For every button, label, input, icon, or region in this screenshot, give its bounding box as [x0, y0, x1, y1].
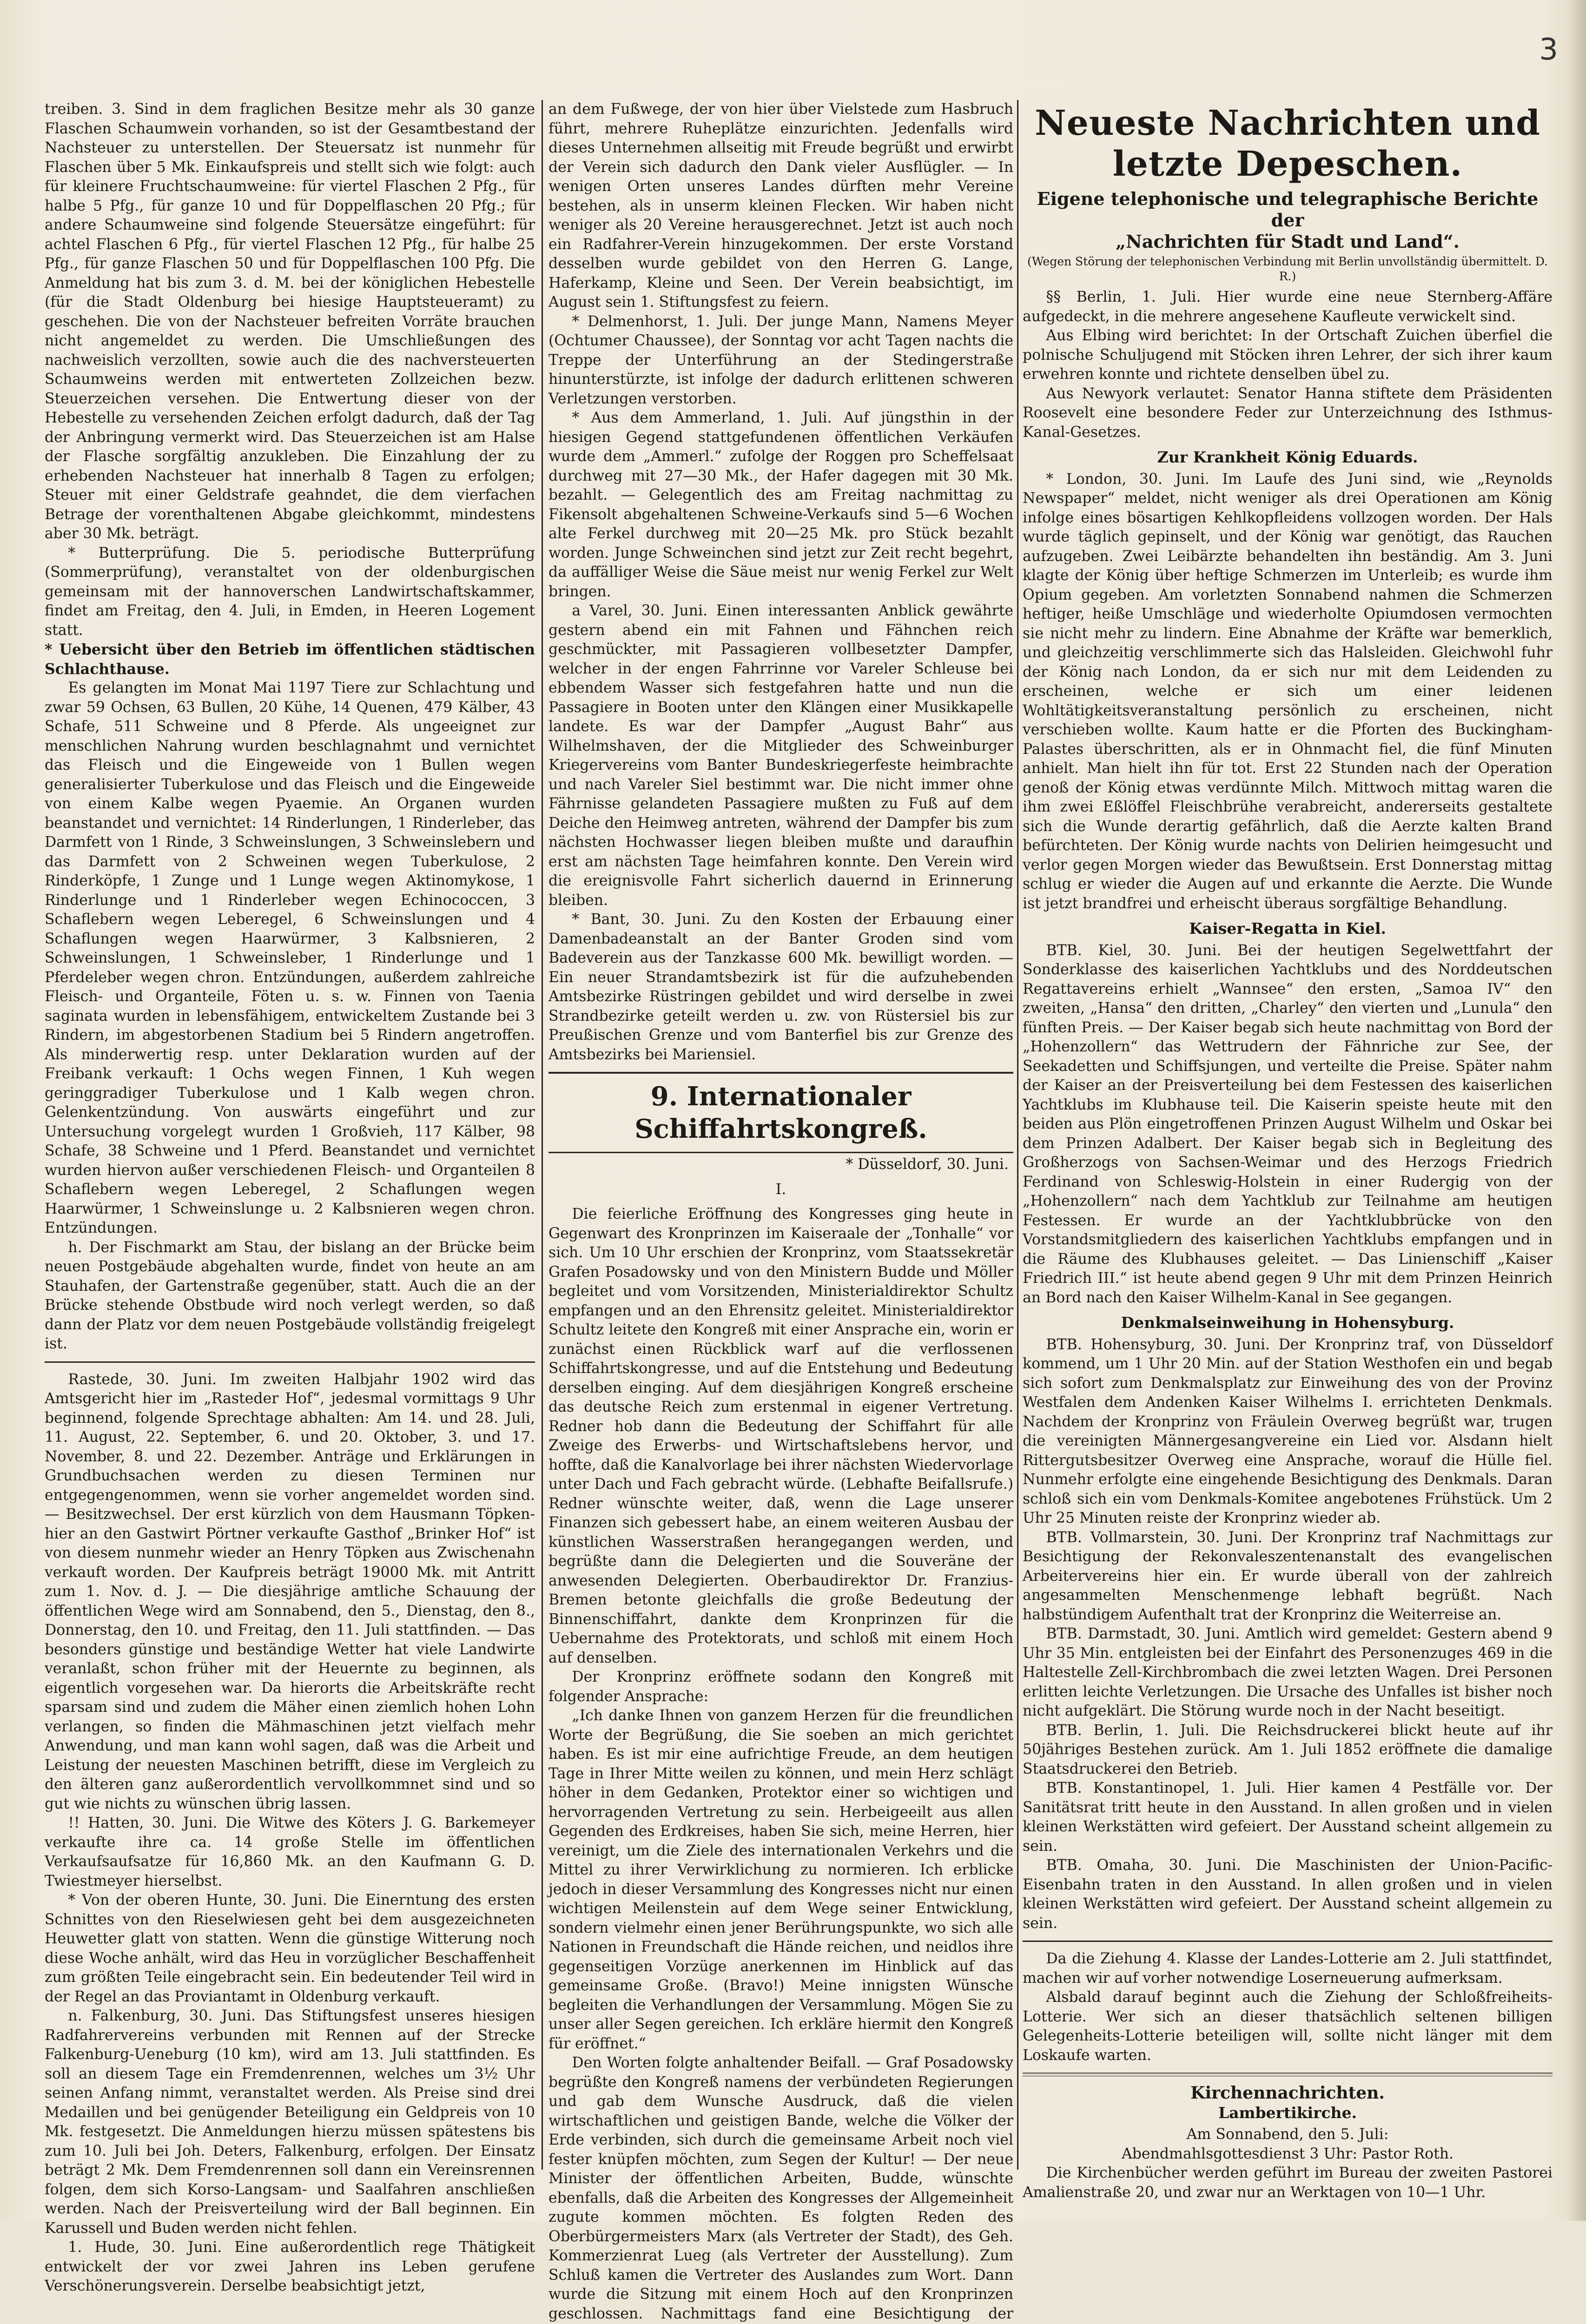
article-nachsteuer: treiben. 3. Sind in dem fraglichen Besitze mehr als 30 ganze Flaschen Schaumwein vorhanden, so ist der Gesamtbestand der Nachsteuer zu unterstellen. Der Steuersatz ist nunmehr für Flaschen über 5 Mk. Einkaufspreis und stellt sich wie folgt: auch für kleinere Fruchtschaumweine: für viertel Flaschen 2 Pfg., für halbe 5 Pfg., für ganze 10 und für Doppelflaschen 20 Pfg.; für andere Schaumweine sind folgende Steuersätze eingeführt: für achtel Flaschen 6 Pfg., für viertel Flaschen 12 Pfg., für halbe 25 Pfg., für ganze Flaschen 50 und für Doppelflaschen 100 Pfg. Die Anmeldung hat bis zum 3. d. M. bei der königlichen Hebestelle (für die Stadt Oldenburg bei hiesige Hauptsteueramt) zu geschehen. Die von der Nachsteuer befreiten Vorräte brauchen nicht angemeldet zu werden. Die Umschließungen des nachweislich verzollten, sowie auch die des nachversteuerten Schaumweins werden mit entwerteten Zollzeichen bezw. Steuerzeichen versehen. Die Entwertung dieser von der Hebestelle zu versehenden Zeichen erfolgt dadurch, daß der Tag der Anbringung vermerkt wird. Das Steuerzeichen ist am Halse der Flasche sorgfältig anzukleben. Die Einzahlung der zu erhebenden Nachsteuer hat innerhalb 8 Tagen zu erfolgen; Steuer mit einer Geldstrafe geahndet, die dem vierfachen Betrage der vorenthaltenen Abgabe gleichkommt, mindestens aber 30 Mk. beträgt. [45, 101, 535, 542]
schlachthaus-title: * Uebersicht über den Betrieb im öffentlichen städtischen Schlachthause. [45, 641, 535, 678]
dispatch-darmstadt: BTB. Darmstadt, 30. Juni. Amtlich wird gemeldet: Gestern abend 9 Uhr 35 Min. entgleisten bei der Einfahrt des Personenzuges 469 in die Haltestelle Zell-Kirchbrombach die zwei letzten Wagen. Drei Personen erlitten leichte Verletzungen. Die Ursache des Unfalles ist bisher noch nicht aufgeklärt. Die Störung wurde noch in der Nacht beseitigt. [1023, 1625, 1553, 1719]
dispatch-konstantinopel: BTB. Konstantinopel, 1. Juli. Hier kamen 4 Pestfälle vor. Der Sanitätsrat tritt heute in den Ausstand. In allen großen und in vielen kleinen Werkstätten wird gefeiert. Der Ausstand scheint allgemein zu sein. [1023, 1780, 1553, 1855]
column-left [45, 100, 535, 2294]
kirchen-date: Am Sonnabend, den 5. Juli: [1186, 2126, 1389, 2143]
krankheit-title: Zur Krankheit König Eduards. [1157, 448, 1418, 466]
article-falkenburg: n. Falkenburg, 30. Juni. Das Stiftungsfest unseres hiesigen Radfahrervereins verbunden mit Rennen auf der Strecke Falkenburg-Ueneburg (10 km), wird am 13. Juli stattfinden. Es soll an diesem Tage ein Fremdenrennen, welches um 3½ Uhr seinen Anfang nimmt, veranstaltet werden. Als Preise sind drei Medaillen und bei genügender Beteiligung ein Geldpreis von 10 Mk. festgesetzt. Die Anmeldungen hierzu müssen spätestens bis zum 10. Juli bei Joh. Deters, Falkenburg, erfolgen. Der Einsatz beträgt 2 Mk. Dem Fremdenrennen soll dann ein Vereinsrennen folgen, dem sich Korso-Langsam- und Saalfahren anschließen werden. Nach der Preisverteilung wird der Ball beginnen. Ein Karussell und Buden werden nicht fehlen. [45, 2007, 535, 2237]
article-varel: a Varel, 30. Juni. Einen interessanten Anblick gewährte gestern abend ein mit Fahnen und Fähnchen reich geschmückter, mit Passagieren vollbesetzter Dampfer, welcher in der engen Fahrrinne vor Vareler Schleuse bei ebbendem Wasser sich festgefahren hatte und nun die Passagiere in Booten unter den Klängen einer Musikkapelle landete. Es war der Dampfer „August Bahr“ aus Wilhelmshaven, der die Mitglieder des Schweinburger Kriegervereins vom Banter Bundeskriegerfeste heimbrachte und nach Vareler Siel bestimmt war. Die nicht immer ohne Fährnisse gelandeten Passagiere mußten zu Fuß auf dem Deiche den Heimweg antreten, während der Dampfer bis zum nächsten Hochwasser liegen bleiben mußte und daraufhin erst am nächsten Tage heimfahren konnte. Den Verein wird die ereignisvolle Fahrt sicherlich dauernd in Erinnerung bleiben. [548, 602, 1013, 909]
article-butterpruefung: * Butterprüfung. Die 5. periodische Butterprüfung (Sommerprüfung), veranstaltet von der oldenburgischen gemeinsam mit der hannoverschen Landwirtschaftskammer, findet am Freitag, den 4. Juli, in Emden, in Heeren Logement statt. [45, 544, 535, 639]
news-subhead-1: Eigene telephonische und telegraphische Berichte der [1037, 188, 1539, 231]
column-rule-2 [1017, 100, 1018, 2170]
article-ammerland: * Aus dem Ammerland, 1. Juli. Auf jüngsthin in der hiesigen Gegend stattgefundenen öffentlichen Verkäufen wurde dem „Ammerl.“ zufolge der Roggen pro Scheffelsaat durchweg mit 27—30 Mk., der Hafer dagegen mit 30 Mk. bezahlt. — Gelegentlich des am Freitag nachmittag zu Fikensolt abgehaltenen Schweine-Verkaufs sind 5—6 Wochen alte Ferkel durchweg mit 20—25 Mk. pro Stück bezahlt worden. Junge Schweinchen sind jetzt zur Zeit recht begehrt, da auffälliger Weise die Säue meist nur wenig Ferkel zur Welt bringen. [548, 409, 1013, 600]
article-delmenhorst: * Delmenhorst, 1. Juli. Der junge Mann, Namens Meyer (Ochtumer Chaussee), der Sonntag vor acht Tagen nachts die Treppe der Unterführung an der Stedingerstraße hinunterstürzte, ist infolge der dadurch erlittenen schweren Verletzungen verstorben. [548, 313, 1013, 407]
column-right [1023, 100, 1553, 2201]
news-subhead-2: „Nachrichten für Stadt und Land“. [1116, 231, 1460, 252]
article-schlachthaus: Es gelangten im Monat Mai 1197 Tiere zur Schlachtung und zwar 59 Ochsen, 63 Bullen, 20 Kühe, 14 Quenen, 479 Kälber, 43 Schafe, 511 Schweine und 8 Pferde. Als ungeeignet zur menschlichen Nahrung wurden beschlagnahmt und vernichtet das Fleisch und die Eingeweide von 1 Bullen wegen generalisierter Tuberkulose und das Fleisch und die Eingeweide von einem Kalbe wegen Pyaemie. An Organen wurden beanstandet und vernichtet: 14 Rinderlungen, 1 Rinderleber, das Darmfett von 1 Rinde, 3 Schweinslungen, 3 Schweinslebern und das Darmfett von 2 Schweinen wegen Tuberkulose, 2 Rinderköpfe, 1 Zunge und 1 Lunge wegen Aktinomykose, 1 Rinderlunge und 1 Rinderleber wegen Echinococcen, 3 Schaflebern wegen Leberegel, 6 Schweinslungen und 4 Schaflungen wegen Haarwürmer, 3 Kalbsnieren, 2 Schweinslungen, 1 Schweinsleber, 1 Rinderlunge und 1 Pferdeleber wegen chron. Entzündungen, außerdem zahlreiche Fleisch- und Organteile, Föten u. s. w. Finnen von Taenia saginata wurden in lebensfähigem, entwickeltem Zustande bei 3 Rindern, im abgestorbenen Stadium bei 5 Rindern angetroffen. Als minderwertig resp. unter Deklaration wurden auf der Freibank verkauft: 1 Ochs wegen Finnen, 1 Kuh wegen geringgradiger Tuberkulose und 1 Kalb wegen chron. Gelenkentzündung. Von auswärts eingeführt und zur Untersuchung vorgelegt wurden 1 Großvieh, 117 Kälber, 98 Schafe, 38 Schweine und 1 Pferd. Beanstandet und vernichtet wurden hiervon außer verschiedenen Fleisch- und Organteilen 8 Schaflebern wegen Leberegel, 2 Schaflungen wegen Haarwürmer, 1 Schweinslunge u. 2 Kalbsnieren wegen chron. Entzündungen. [45, 680, 535, 1236]
divider [45, 1361, 535, 1363]
congress-paragraph-4: Den Worten folgte anhaltender Beifall. — Graf Posadowsky begrüßte den Kongreß namens der verbündeten Regierungen und gab dem Wunsche Ausdruck, daß die vielen wirtschaftlichen und geistigen Bande, welche die Völker der Erde verbinden, sich durch die gemeinsame Arbeit noch viel fester knüpfen möchten, zum Segen der Kultur! — Der neue Minister der öffentlichen Arbeiten, Budde, wünschte ebenfalls, daß die Arbeiten des Kongresses der Allgemeinheit zugute kommen möchten. Es folgten Reden des Oberbürgermeisters Marx (als Vertreter der Stadt), des Geh. Kommerzienrat Lueg (als Vertreter der Ausstellung). Zum Schluß kamen die Vertreter des Auslandes zum Wort. Dann wurde die Sitzung mit einem Hoch auf den Kronprinzen geschlossen. Nachmittags fand eine Besichtigung der [548, 2054, 1013, 2322]
dispatch-hohensyburg: BTB. Hohensyburg, 30. Juni. Der Kronprinz traf, von Düsseldorf kommend, um 1 Uhr 20 Min. auf der Station Westhofen ein und begab sich sofort zum Denkmalsplatz zur Einweihung des von der Provinz Westfalen dem Andenken Kaiser Wilhelms I. errichteten Denkmals. Nachdem der Kronprinz von Fräulein Overweg begrüßt war, trugen die vereinigten Männergesangvereine ein Lied vor. Alsdann hielt Rittergutsbesitzer Overweg eine Ansprache, worauf die Hülle fiel. Nunmehr erfolgte eine eingehende Besichtigung des Denkmals. Daran schloß sich ein vom Denkmals-Komitee angebotenes Frühstück. Um 2 Uhr 25 Minuten reiste der Kronprinz wieder ab. [1023, 1336, 1553, 1526]
page-edge-shadow [1567, 0, 1586, 2221]
kirchen-subtitle: Lambertikirche. [1218, 2103, 1357, 2122]
congress-paragraph-2: Der Kronprinz eröffnete sodann den Kongreß mit folgender Ansprache: [548, 1669, 1013, 1705]
divider-double [1023, 2073, 1553, 2076]
transmission-note: (Wegen Störung der telephonischen Verbindung mit Berlin unvollständig übermittelt. D. R.) [1027, 255, 1548, 283]
column-rule-1 [542, 100, 543, 2170]
denkmal-title: Denkmalseinweihung in Hohensyburg. [1121, 1314, 1454, 1332]
kirchen-service: Abendmahlsgottesdienst 3 Uhr: Pastor Roth. [1121, 2145, 1454, 2162]
congress-dateline: * Düsseldorf, 30. Juni. [846, 1156, 1009, 1173]
notice-landes-lotterie: Da die Ziehung 4. Klasse der Landes-Lotterie am 2. Juli stattfindet, machen wir auf vorher notwendige Loserneuerung aufmerksam. [1023, 1950, 1553, 1987]
column-middle [548, 100, 1013, 2322]
dispatch-vollmarstein: BTB. Vollmarstein, 30. Juni. Der Kronprinz traf Nachmittags zur Besichtigung der Rekonvaleszentenanstalt des evangelischen Arbeitervereins hier ein. Er wurde überall von der zahlreich angesammelten Menschenmenge lebhaft begrüßt. Nach halbstündigem Aufenthalt trat der Kronprinz die Weiterreise an. [1023, 1529, 1553, 1623]
kirchen-title: Kirchennachrichten. [1190, 2083, 1385, 2103]
article-rastede: Rastede, 30. Juni. Im zweiten Halbjahr 1902 wird das Amtsgericht hier im „Rasteder Hof“, jedesmal vormittags 9 Uhr beginnend, folgende Sprechtage abhalten: Am 14. und 28. Juli, 11. August, 22. September, 6. und 20. Oktober, 3. und 17. November, 8. und 22. Dezember. Anträge und Erklärungen in Grundbuchsachen werden zu diesen Terminen nur entgegengenommen, wenn sie vorher angemeldet worden sind. — Besitzwechsel. Der erst kürzlich von dem Hausmann Töpken-hier an den Gastwirt Pörtner verkaufte Gasthof „Brinker Hof“ ist von diesem nunmehr wieder an Henry Töpken aus Zwischenahn verkauft worden. Der Kaufpreis beträgt 19000 Mk. mit Antritt zum 1. Nov. d. J. — Die diesjährige amtliche Schauung der öffentlichen Wege wird am Sonnabend, den 5., Dienstag, den 8., Donnerstag, den 10. und Freitag, den 11. Juli stattfinden. — Das besonders günstige und beständige Wetter hat viele Landwirte veranlaßt, schon früher mit der Heuernte zu beginnen, als eigentlich vorgesehen war. Da hierorts die Arbeitskräfte recht sparsam sind und zudem die Mäher einen ziemlich hohen Lohn verlangen, so finden die Mähmaschinen jetzt vielfach mehr Anwendung, und man kann wohl sagen, daß was die Arbeit und Leistung der neuesten Maschinen betrifft, diese im Vergleich zu den älteren ganz außerordentlich vervollkommnet sind und so gut wie nichts zu wünschen übrig lassen. [45, 1371, 535, 1812]
dispatch-omaha: BTB. Omaha, 30. Juni. Die Maschinisten der Union-Pacific-Eisenbahn traten in den Ausstand. In allen großen und in vielen kleinen Werkstätten wird gefeiert. Der Ausstand scheint allgemein zu sein. [1023, 1857, 1553, 1932]
dispatch-kiel: BTB. Kiel, 30. Juni. Bei der heutigen Segelwettfahrt der Sonderklasse des kaiserlichen Yachtklubs und des Norddeutschen Regattavereins erhielt „Wannsee“ den ersten, „Samoa IV“ den zweiten, „Hansa“ den dritten, „Charley“ den vierten und „Lunula“ den fünften Preis. — Der Kaiser begab sich heute nachmittag von Bord der „Hohenzollern“ das Wettrudern der Fähnriche zur See, der Seekadetten und Schiffsjungen, und verteilte die Preise. Später nahm der Kaiser an der Preisverteilung bei dem Festessen des kaiserlichen Yachtklubs im Klubhause teil. Die Kaiserin speiste heute mit den beiden aus Plön eingetroffenen Prinzen August Wilhelm und Oskar bei dem Prinzen Adalbert. Der Kaiser begab sich in Begleitung des Großherzogs von Sachsen-Weimar und des Herzogs Friedrich Ferdinand von Schleswig-Holstein in einer Rudergig von der „Hohenzollern“ nach dem Yachtklub zur Teilnahme am heutigen Festessen. Er wurde an der Yachtklubbrücke von den Vorstandsmitgliedern des kaiserlichen Yachtklubs empfangen und in die Räume des Klubhauses geleitet. — Das Linienschiff „Kaiser Friedrich III.“ ist heute abend gegen 9 Uhr mit dem Prinzen Heinrich an Bord nach den Kaiser Wilhelm-Kanal in See gegangen. [1023, 942, 1553, 1306]
congress-headline: 9. Internationaler Schiffahrtskongreß. [548, 1072, 1013, 1153]
news-headline: Neueste Nachrichten und letzte Depeschen. [1035, 103, 1540, 184]
notice-schlossfreiheit-lotterie: Alsbald darauf beginnt auch die Ziehung der Schloßfreiheits-Lotterie. Wer sich an dieser thatsächlich seltenen billigen Gelegenheits-Lotterie beteiligen will, sollte nicht länger mit dem Loskaufe warten. [1023, 1989, 1553, 2064]
congress-part-number: I. [775, 1181, 786, 1198]
article-fischmarkt: h. Der Fischmarkt am Stau, der bislang an der Brücke beim neuen Postgebäude abgehalten wurde, findet von heute an am Stauhafen, der Gartenstraße gegenüber, statt. Auch die an der Brücke stehende Obstbude wird noch verlegt werden, so daß dann der Platz vor dem neuen Postgebäude vollständig freigelegt ist. [45, 1239, 535, 1352]
dispatch-elbing: Aus Elbing wird berichtet: In der Ortschaft Zuichen überfiel die polnische Schuljugend mit Stöcken ihren Lehrer, der sich ihrer kaum erwehren konnte und richtete denselben übel zu. [1023, 327, 1553, 383]
page-number: 3 [1539, 33, 1558, 67]
regatta-title: Kaiser-Regatta in Kiel. [1189, 919, 1386, 938]
kirchen-note: Die Kirchenbücher werden geführt im Bureau der zweiten Pastorei Amalienstraße 20, und zwar nur an Werktagen von 10—1 Uhr. [1023, 2165, 1553, 2201]
congress-speech: „Ich danke Ihnen von ganzem Herzen für die freundlichen Worte der Begrüßung, die Sie soeben an mich gerichtet haben. Es ist mir eine aufrichtige Freude, an dem heutigen Tage in Ihrer Mitte weilen zu können, und mein Herz schlägt höher in dem Gedanken, Protektor einer so wichtigen und hervorragenden Vertretung zu sein. Herbeigeeilt aus allen Gegenden des Erdkreises, haben Sie sich, meine Herren, hier vereinigt, um die Ziele des internationalen Verkehrs und die Mittel zu ihrer Verwirklichung zu normieren. Ich erblicke jedoch in dieser Versammlung des Kongresses nicht nur einen wichtigen Meilenstein auf dem Wege seiner Entwicklung, sondern vielmehr einen jener Berührungspunkte, wo sich alle Nationen in Freundschaft die Hände reichen, und neidlos ihre gegenseitigen Vorzüge anerkennen im Hinblick auf das gemeinsame Große. (Bravo!) Meine innigsten Wünsche begleiten die Verhandlungen der Versammlung. Mögen Sie zu unser aller Segen gereichen. Ich erkläre hiermit den Kongreß für eröffnet.“ [548, 1707, 1013, 2052]
article-bant: * Bant, 30. Juni. Zu den Kosten der Erbauung einer Damenbadeanstalt an der Banter Groden sind vom Badeverein aus der Tanzkasse 600 Mk. bewilligt worden. — Ein neuer Strandamtsbezirk ist für die aufzuhebenden Amtsbezirke Rüstringen gebildet und wird derselbe in zwei Strandbezirke geteilt werden u. zw. von Rüstersiel bis zur Preußischen Grenze und vom Banterfiel bis zur Grenze des Amtsbezirks bei Mariensiel. [548, 911, 1013, 1063]
article-hude: 1. Hude, 30. Juni. Eine außerordentlich rege Thätigkeit entwickelt der vor zwei Jahren ins Leben gerufene Verschönerungsverein. Derselbe beabsichtigt jetzt, [45, 2239, 535, 2294]
article-hude-continued: an dem Fußwege, der von hier über Vielstede zum Hasbruch führt, mehrere Ruheplätze einzurichten. Jedenfalls wird dieses Unternehmen allseitig mit Freude begrüßt und erwirbt der Verein sich dadurch den Dank vieler Ausflügler. — In wenigen Orten unseres Landes dürften mehr Vereine bestehen, als in unserm kleinen Flecken. Wir haben nicht weniger als 20 Vereine herausgerechnet. Jetzt ist auch noch ein Radfahrer-Verein hinzugekommen. Der erste Vorstand desselben wurde gebildet von den Herren G. Lange, Haferkamp, Kleine und Seen. Der Verein beabsichtigt, im August sein 1. Stiftungsfest zu feiern. [548, 101, 1013, 310]
article-obere-hunte: * Von der oberen Hunte, 30. Juni. Die Einerntung des ersten Schnittes von den Rieselwiesen geht bei dem ausgezeichneten Heuwetter glatt von statten. Wenn die günstige Witterung noch diese Woche anhält, wird das Heu in vorzüglicher Beschaffenheit zum größten Teile eingebracht sein. Ein bedeutender Teil wird in der Regel an das Proviantamt in Oldenburg verkauft. [45, 1892, 535, 2005]
dispatch-london: * London, 30. Juni. Im Laufe des Juni sind, wie „Reynolds Newspaper“ meldet, nicht weniger als drei Operationen am König infolge eines bösartigen Kehlkopfleidens vollzogen worden. Der Hals wurde täglich gepinselt, und der König war genötigt, das Rauchen aufzugeben. Zwei Leibärzte behandelten ihn beständig. Am 3. Juni klagte der König über heftige Schmerzen im Unterleib; es wurde ihm Opium gegeben. Am vorletzten Sonnabend nahmen die Schmerzen heftiger, heiße Umschläge und wiederholte Opiumdosen vermochten sie nicht mehr zu lindern. Eine Abnahme der Kräfte war bemerklich, und gleichzeitig verschlimmerte sich das Halsleiden. Gleichwohl fuhr der König nach London, da er sich nur mit dem Leidenden zu erscheinen, welche er sich um einer leidenen Wohltätigkeitsveranstaltung persönlich zu erscheinen, nicht verschieben wollte. Kaum hatte er die Pforten des Buckingham-Palastes überschritten, als er in Ohnmacht fiel, die fünf Minuten anhielt. Man hielt ihn für tot. Erst 22 Stunden nach der Operation genoß der König etwas verdünnte Milch. Mittwoch mittag waren die ihm zwei Eßlöffel Fleischbrühe verabreicht, andererseits gestaltete sich die Wunde derartig gefährlich, daß die Aerzte kalten Brand befürchteten. Der König wurde nachts von Delirien heimgesucht und verlor gegen Morgen wieder das Bewußtsein. Erst Donnerstag mittag schlug er wieder die Augen auf und erkannte die Aerzte. Die Wunde ist jetzt brandfrei und erheischt überaus sorgfältige Behandlung. [1023, 470, 1553, 912]
article-hatten: !! Hatten, 30. Juni. Die Witwe des Köters J. G. Barkemeyer verkaufte ihre ca. 14 große Stelle im öffentlichen Verkaufsaufsatze für 16,860 Mk. an den Kaufmann G. D. Twiestmeyer hierselbst. [45, 1815, 535, 1889]
congress-paragraph-1: Die feierliche Eröffnung des Kongresses ging heute in Gegenwart des Kronprinzen im Kaiseraale der „Tonhalle“ vor sich. Um 10 Uhr erschien der Kronprinz, vom Staatssekretär Grafen Posadowsky und von den Ministern Budde und Möller begleitet und vom Vorsitzenden, Ministerialdirektor Schultz empfangen und an den Ehrensitz geleitet. Ministerialdirektor Schultz leitete den Kongreß mit einer Ansprache ein, worin er zunächst einen Rückblick warf auf die verflossenen Schiffahrtskongresse, und auf die Entstehung und Bedeutung derselben einging. Auf dem diesjährigen Kongreß erscheine das deutsche Reich zum erstenmal in eigener Vertretung. Redner hob dann die Bedeutung der Schiffahrt für alle Zweige des Erwerbs- und Wirtschaftslebens hervor, und hoffte, daß die Kanalvorlage bei ihrer nächsten Wiedervorlage unter Dach und Fach gebracht würde. (Lebhafte Beifallsrufe.) Redner wünschte weiter, daß, wenn die Lage unserer Finanzen sich gebessert habe, an einem weiteren Ausbau der künstlichen Wasserstraßen herangegangen werden, und begrüßte dann die Delegierten und die Souveräne der anwesenden Delegierten. Oberbaudirektor Dr. Franzius-Bremen betonte gleichfalls die große Bedeutung der Binnenschiffahrt, dankte dem Kronprinzen für die Uebernahme des Protektorats, und schloß mit einem Hoch auf denselben. [548, 1206, 1013, 1666]
dispatch-berlin-1: §§ Berlin, 1. Juli. Hier wurde eine neue Sternberg-Affäre aufgedeckt, in die mehrere angesehene Kaufleute verwickelt sind. [1023, 289, 1553, 325]
divider [1023, 1941, 1553, 1942]
dispatch-berlin-2: BTB. Berlin, 1. Juli. Die Reichsdruckerei blickt heute auf ihr 50jähriges Bestehen zurück. Am 1. Juli 1852 eröffnete die damalige Staatsdruckerei den Betrieb. [1023, 1722, 1553, 1777]
dispatch-newyork: Aus Newyork verlautet: Senator Hanna stiftete dem Präsidenten Roosevelt eine besondere Feder zur Unterzeichnung des Isthmus-Kanal-Gesetzes. [1023, 385, 1553, 441]
